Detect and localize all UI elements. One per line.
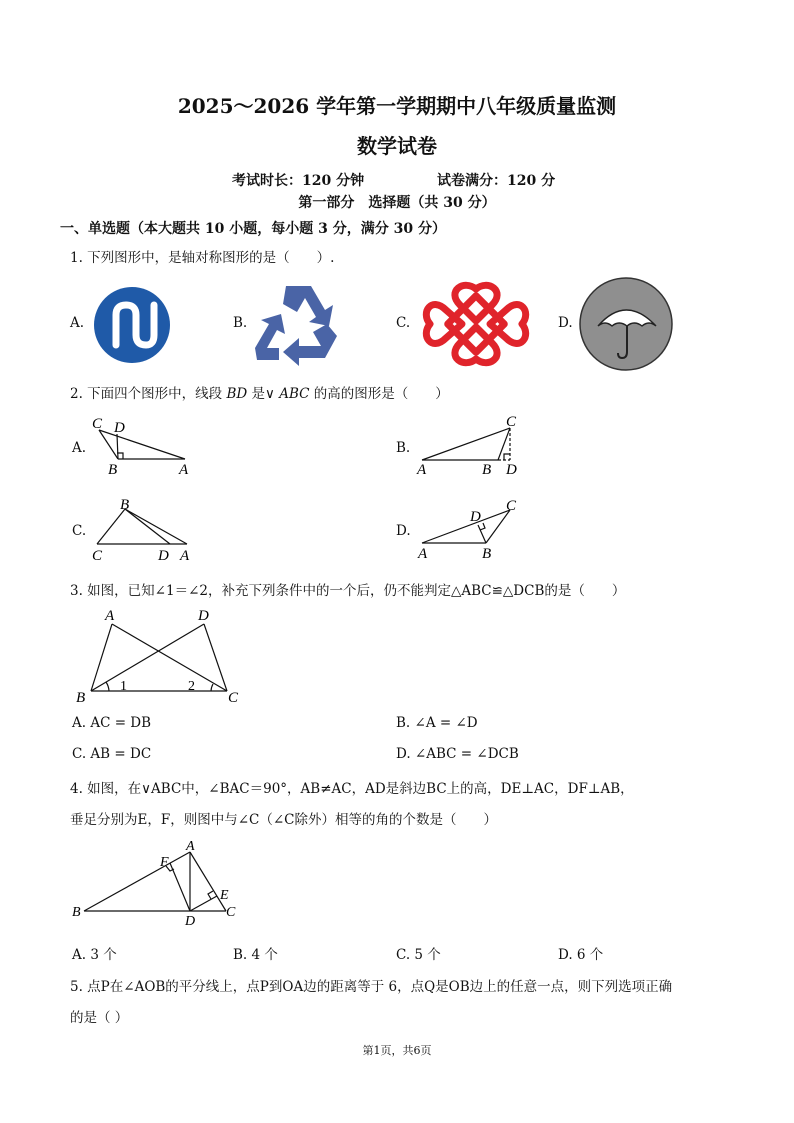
- umbrella-icon: [578, 276, 674, 372]
- q5-stem-line2: 的是（ ）: [70, 1010, 129, 1026]
- q2b-label-b: B: [482, 462, 492, 478]
- q2-stem: [70, 382, 449, 402]
- n-logo-icon: [90, 283, 174, 367]
- q2-triangle-label: ABC: [279, 386, 310, 402]
- q2d-label-b: B: [482, 546, 492, 562]
- section-heading: 一、单选题（本大题共 10 小题，每小题 3 分，满分 30 分）: [60, 221, 446, 237]
- q5-stem-line1: 5. 点P在∠AOB的平分线上，点P到OA边的距离等于 6，点Q是OB边上的任意一点，则下列选项正确: [70, 979, 673, 995]
- q2c-label-a: A: [180, 548, 190, 564]
- exam-subtitle: 数学试卷: [357, 134, 437, 158]
- q2-stem-part2: 是∨: [251, 386, 275, 402]
- page-footer: 第1页，共6页: [362, 1044, 432, 1057]
- q2a-label-d: D: [114, 420, 125, 436]
- q3-option-a: A. AC = DB: [72, 715, 152, 731]
- q4-figure: [70, 836, 250, 930]
- q3-stem: 3. 如图，已知∠1＝∠2，补充下列条件中的一个后，仍不能判定△ABC≌△DCB的是（ ）: [70, 583, 626, 599]
- q4-option-c: C. 5 个: [396, 947, 441, 963]
- q2-stem-part1: 2. 下面四个图形中，线段: [70, 386, 223, 402]
- q4-label-f: F: [160, 855, 169, 870]
- q2d-label-c: C: [506, 498, 517, 514]
- q3-option-d: D. ∠ABC = ∠DCB: [396, 746, 519, 762]
- q3-label-d: D: [198, 608, 209, 624]
- q2-option-b: B.: [396, 440, 411, 456]
- q1-option-a: A.: [70, 315, 85, 331]
- q3-label-c: C: [228, 690, 239, 706]
- q2b-label-d: D: [506, 462, 517, 478]
- q4-label-a: A: [186, 839, 195, 854]
- q2-option-c: C.: [72, 523, 87, 539]
- q1-option-c: C.: [396, 315, 411, 331]
- q1-option-d: D.: [558, 315, 573, 331]
- q2-figure-a: [88, 412, 198, 480]
- q4-option-d: D. 6 个: [558, 947, 604, 963]
- exam-title: 2025～2026 学年第一学期期中八年级质量监测: [177, 94, 617, 118]
- q3-angle-1: 1: [120, 679, 127, 694]
- q2-option-d: D.: [396, 523, 411, 539]
- q2c-label-c: C: [92, 548, 103, 564]
- q2c-label-d: D: [158, 548, 169, 564]
- q1-option-b: B.: [233, 315, 248, 331]
- q3-option-b: B. ∠A = ∠D: [396, 715, 478, 731]
- q4-label-d: D: [185, 914, 196, 929]
- q2a-label-b: B: [108, 462, 118, 478]
- q3-angle-2: 2: [188, 679, 195, 694]
- q2-figure-b: [412, 410, 532, 480]
- q4-stem-line1: 4. 如图，在∨ABC中，∠BAC＝90°，AB≠AC，AD是斜边BC上的高，DE⊥AC，DF⊥AB，: [70, 781, 634, 797]
- q2-figure-d: [412, 494, 524, 566]
- q1-stem: 1. 下列图形中，是轴对称图形的是（ ）.: [70, 250, 335, 266]
- q2a-label-a: A: [179, 462, 189, 478]
- q2c-label-b: B: [120, 497, 130, 513]
- q2-figure-c: [88, 494, 200, 566]
- q2d-label-a: A: [418, 546, 428, 562]
- q3-label-b: B: [76, 690, 86, 706]
- q2a-label-c: C: [92, 416, 103, 432]
- q2b-label-c: C: [506, 414, 517, 430]
- q4-label-e: E: [220, 888, 229, 903]
- q3-label-a: A: [105, 608, 115, 624]
- china-unicom-knot-icon: [416, 281, 536, 367]
- exam-full-score: 试卷满分：120 分: [437, 173, 556, 189]
- q4-label-b: B: [72, 905, 81, 920]
- recycle-icon: [251, 280, 345, 366]
- q4-stem-line2: 垂足分别为E，F，则图中与∠C（∠C除外）相等的角的个数是（ ）: [70, 812, 498, 828]
- q4-option-b: B. 4 个: [233, 947, 278, 963]
- q3-option-c: C. AB = DC: [72, 746, 152, 762]
- exam-duration: 考试时长：120 分钟: [232, 173, 365, 189]
- q4-option-a: A. 3 个: [72, 947, 117, 963]
- q3-figure: [70, 604, 250, 708]
- q2-option-a: A.: [72, 440, 87, 456]
- part-heading: 第一部分 选择题（共 30 分）: [298, 195, 496, 211]
- q2b-label-a: A: [417, 462, 427, 478]
- q4-label-c: C: [226, 905, 236, 920]
- q2d-label-d: D: [470, 509, 481, 525]
- q2-stem-part3: 的高的图形是（ ）: [313, 386, 449, 402]
- q2-segment-label: BD: [226, 386, 248, 402]
